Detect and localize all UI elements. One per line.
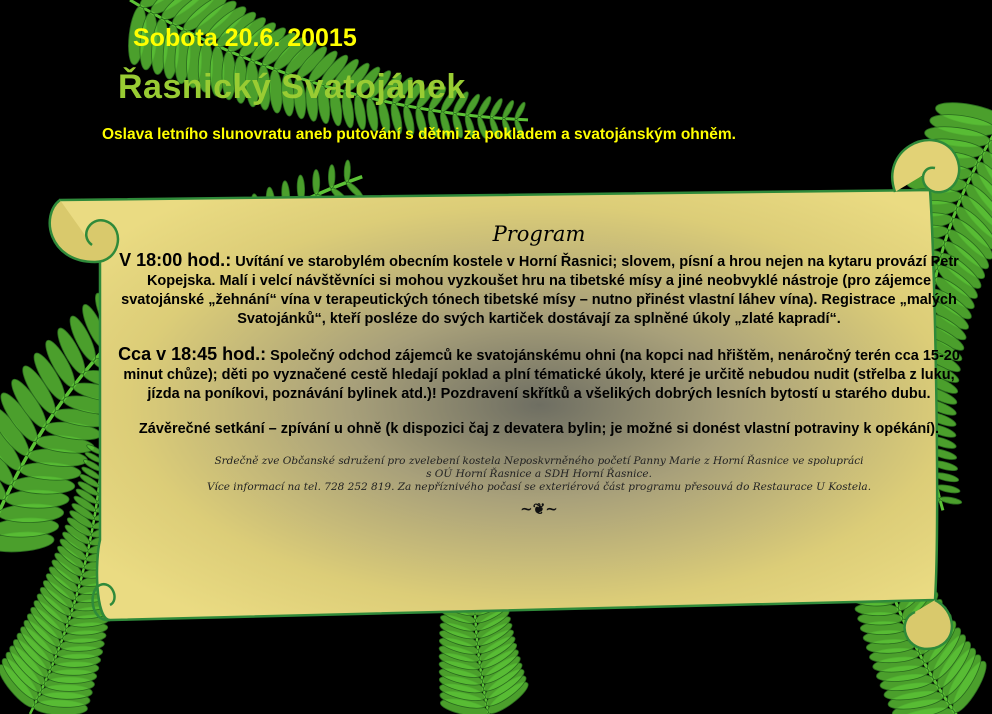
program-text-1800: Uvítání ve starobylém obecním kostele v Horní Řasnici; slovem, písní a hrou nejen na kytaru provází Petr Kopejska. Malí i velcí návštěvníci si mohou vyzkoušet hru na tibetské mísy a jiné neobvyklé nástroje (pro zájemce svatojánské „žehnání“ vína v terapeutických tónech tibetské mísy – nutno přinést vlastní láhev vína). Registrace „malých Svatojánků“, kteří posléze do svých kartiček dostávají za splněné úkoly „zlaté kapradí“. (121, 254, 959, 327)
program-item-1800 (118, 251, 960, 329)
decorative-flourish: ~❦~ (520, 500, 558, 518)
program-content (118, 222, 960, 518)
program-time-1845: Cca v 18:45 hod.: (118, 344, 267, 364)
program-closing: Závěrečné setkání – zpívání u ohně (k dispozici čaj z devatera bylin; je možné si donést vlastní potraviny k opékání). (138, 421, 940, 437)
program-heading: Program (492, 222, 586, 246)
event-date: Sobota 20.6. 20015 (133, 24, 357, 52)
program-text-1845: Společný odchod zájemců ke svatojánskému ohni (na kopci nad hřištěm, nenáročný terén cca 15-20 minut chůze); děti po vyznačené cestě hledají poklad a plní tématické úkoly, které je určitě nebudou nudit (střelba z luku, jízda na poníkovi, poznávání bylinek atd.)! Pozdravení skřítků a všelikých dobrých lesních bytostí u starého dubu. (123, 348, 960, 402)
credits-line-1: Srdečně zve Občanské sdružení pro zvelebení kostela Neposkvrněného početí Panny Marie z Horní Řasnice ve spolupráci (214, 455, 864, 467)
event-subtitle: Oslava letního slunovratu aneb putování s dětmi za pokladem a svatojánským ohněm. (102, 126, 736, 143)
event-title: Řasnický Svatojánek (118, 68, 466, 106)
contact-info: Více informací na tel. 728 252 819. Za nepříznivého počasí se exteriérová část programu přesouvá do Restaurace U Kostela. (206, 481, 872, 493)
organizer-credits (118, 455, 960, 481)
program-item-1845 (118, 345, 960, 404)
credits-line-2: s OÚ Horní Řasnice a SDH Horní Řasnice. (426, 468, 652, 480)
program-time-1800: V 18:00 hod.: (119, 250, 232, 270)
